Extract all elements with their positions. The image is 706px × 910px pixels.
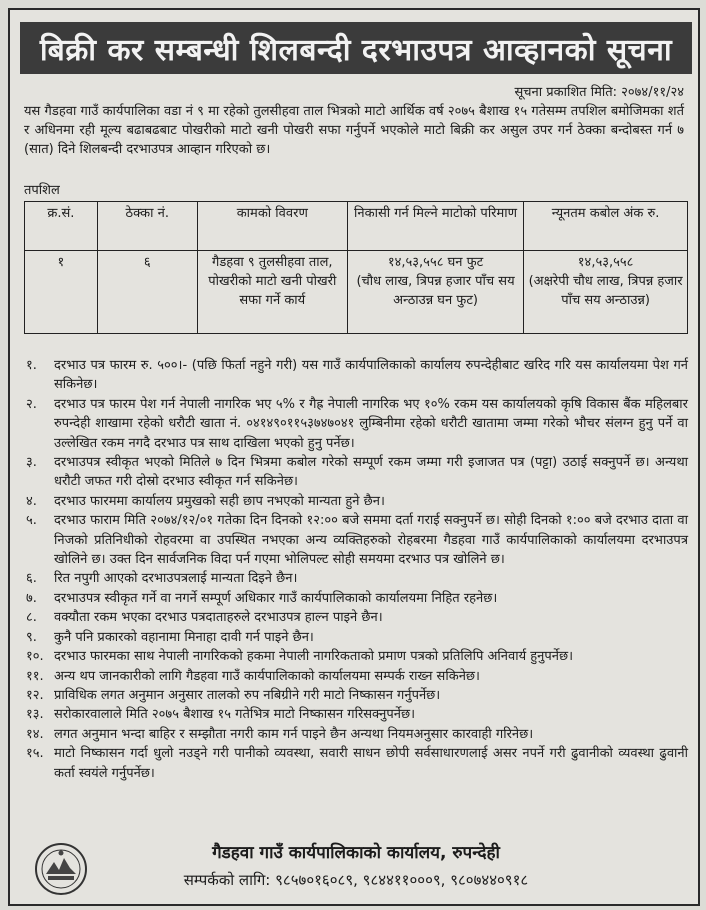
list-item (24, 569, 688, 588)
cell-contract-no: ६ (97, 251, 197, 334)
cell-description: गैडहवा ९ तुलसीहवा ताल, पोखरीको माटो खनी पोखरी सफा गर्ने कार्य (197, 251, 347, 334)
term-text: अन्य थप जानकारीको लागि गैडहवा गाउँ कार्यपालिकाको कार्यालयमा सम्पर्क राख्न सकिनेछ। (54, 668, 480, 684)
list-item (24, 395, 688, 453)
table-header-row (25, 202, 688, 251)
term-text: प्राविधिक लगत अनुमान अनुसार तालको रुप नबिग्रीने गरी माटो निष्कासन गर्नुपर्नेछ। (54, 687, 441, 703)
list-item (24, 511, 688, 569)
term-number: १०. (26, 649, 44, 665)
amount-words: (अक्षरेपी चौध लाख, त्रिपन्न हजार पाँच सय अन्ठाउन्न) (528, 274, 683, 308)
term-number: १. (26, 358, 37, 373)
term-text: रित नपुगी आएको दरभाउपत्रलाई मान्यता दिइने छैन। (54, 571, 298, 587)
amount-figure: १४,५३,५५८ (577, 255, 634, 270)
header-contract-no: ठेक्का नं. (97, 202, 197, 251)
term-number: १३. (26, 707, 44, 723)
term-text: दरभाउ फारमका साथ नेपाली नागरिकको हकमा नेपाली नागरिकताको प्रमाण पत्रको प्रतिलिपि अनिवार्य हुनुपर्नेछ। (54, 649, 574, 665)
term-number: ५. (26, 513, 37, 529)
term-number: ४. (26, 493, 37, 509)
header-description: कामको विवरण (197, 202, 347, 251)
cell-serial: १ (25, 251, 98, 334)
header-volume: निकासी गर्न मिल्ने माटोको परिमाण (347, 202, 523, 251)
term-text: दरभाउ फाराम मिति २०७४/१२/०१ गतेका दिन दिनको १२:०० बजे सममा दर्ता गराई सक्नुपर्ने छ। सोही दिनको १:०० बजे दरभाउ दाता वा निजको प्रतिनिधीको रोहवरमा वा उपस्थित नभएका अन्य व्यक्तिहरुको रोहबरमा गैडहवा गाउँ कार्यपालिकाको कार्यालयमा दरभाउपत्र खोलिने छ। उक्त दिन सार्वजनिक विदा पर्न गएमा भोलिपल्ट सोही समयमा दरभाउ पत्र खोलिने छ। (54, 513, 688, 568)
list-item (24, 628, 688, 647)
list-item (24, 686, 688, 705)
term-number: १२. (26, 687, 44, 703)
notice-page (8, 8, 700, 906)
list-item (24, 356, 688, 395)
cell-volume (347, 251, 523, 334)
details-table (24, 201, 688, 334)
volume-figure: १४,५३,५५८ घन फुट (387, 255, 484, 270)
published-date: सूचना प्रकाशित मिति: २०७४/११/२४ (514, 85, 684, 100)
cell-amount (524, 251, 688, 334)
term-number: ९. (26, 629, 37, 645)
section-label: तपशिल (24, 183, 60, 198)
list-item (24, 725, 688, 744)
term-text: सरोकारवालाले मिति २०७५ बैशाख १५ गतेभित्र माटो निष्कासन गरिसक्नुपर्नेछ। (54, 707, 416, 723)
term-text: दरभाउ पत्र फारम रु. ५००।- (पछि फिर्ता नहुने गरी) यस गाउँ कार्यपालिकाको कार्यालय रुपन्देहीबाट खरिद गरि यस कार्यालयमा पेश गर्न सकिनेछ। (54, 358, 688, 393)
list-item (24, 608, 688, 627)
volume-words: (चौध लाख, त्रिपन्न हजार पाँच सय अन्ठाउन्न घन फुट) (356, 274, 515, 308)
term-number: १५. (26, 746, 44, 762)
term-text: लगत अनुमान भन्दा बाहिर र सम्झौता नगरी काम गर्न पाइने छैन अन्यथा नियमअनुसार कारवाही गरिनेछ। (54, 726, 534, 742)
term-number: २. (26, 396, 37, 412)
term-number: ६. (26, 571, 37, 587)
table-row (25, 251, 688, 334)
terms-list (24, 356, 688, 783)
term-text: दरभाउ पत्र फारम पेश गर्न नेपाली नागरिक भए ५% र गैह्र नेपाली नागरिक भए १०% रकम यस कार्यालयको कृषि विकास बैंक महिलबार रुपन्देही शाखामा रहेको धरौटी खाता नं. ०४१४९०११५३७४७०४१ लुम्बिनीमा रहेको धरौटी खातामा जम्मा गरेको भौचर संलग्न हुनु पर्ने वा उल्लेखित रकम नगदै दरभाउ पत्र साथ दाखिला भएको हुनु पर्नेछ। (54, 396, 688, 451)
term-text: कुनै पनि प्रकारको वहानामा मिनाहा दावी गर्न पाइने छैन। (54, 629, 314, 645)
term-number: ३. (26, 455, 37, 471)
list-item (24, 705, 688, 724)
header-serial: क्र.सं. (25, 202, 98, 251)
term-text: दरभाउपत्र स्वीकृत गर्ने वा नगर्ने सम्पूर्ण अधिकार गाउँ कार्यपालिकाको कार्यालयमा निहित रहनेछ। (54, 590, 498, 606)
list-item (24, 453, 688, 492)
footer (20, 836, 692, 900)
term-text: माटो निष्कासन गर्दा धुलो नउड्ने गरी पानीको व्यवस्था, सवारी साधन छोपी सर्वसाधारणलाई असर नपर्ने गरी ढुवानीको व्यवस्था ढुवानी कर्ता स्वयंले गर्नुपर्नेछ। (54, 746, 688, 781)
term-number: ८. (26, 610, 37, 626)
term-text: वक्यौता रकम भएका दरभाउ पत्रदाताहरुले दरभाउपत्र हाल्न पाइने छैन। (54, 610, 383, 626)
header-amount: न्यूनतम कबोल अंक रु. (524, 202, 688, 251)
term-number: १४. (26, 726, 44, 742)
notice-title: बिक्री कर सम्बन्धी शिलबन्दी दरभाउपत्र आव्हानको सूचना (20, 22, 692, 74)
contact-numbers: सम्पर्कको लागि: ९८५७०१६०८९, ९८४४११०००९, ९८०७४४०९१८ (183, 871, 529, 889)
list-item (24, 647, 688, 666)
term-text: दरभाउपत्र स्वीकृत भएको मितिले ७ दिन भित्रमा कबोल गरेको सम्पूर्ण रकम जम्मा गरी इजाजत पत्र (पट्टा) उठाई सक्नुपर्ने छ। अन्यथा धरौटी जफत गरी दोस्रो दरभाउ स्वीकृत गर्न सकिनेछ। (54, 455, 688, 490)
list-item (24, 667, 688, 686)
list-item (24, 589, 688, 608)
term-number: ७. (26, 590, 37, 606)
office-name: गैडहवा गाउँ कार्यपालिकाको कार्यालय, रुपन्देही (212, 843, 500, 863)
term-number: ११. (26, 668, 44, 684)
term-text: दरभाउ फारममा कार्यालय प्रमुखको सही छाप नभएको मान्यता हुने छैन। (54, 493, 385, 509)
intro-paragraph: यस गैडहवा गाउँ कार्यपालिका वडा नं ९ मा रहेको तुलसीहवा ताल भित्रको माटो आर्थिक वर्ष २०७५ बैशाख १५ गतेसम्म तपशिल बमोजिमका शर्त र अधिनमा रही मूल्य बढाबढबाट पोखरीको माटो खनी पोखरी सफा गर्नुपर्ने भएकोले माटो बिक्री कर असुल उपर गर्न ठेक्का बन्दोबस्त गर्न ७ (सात) दिने शिलबन्दी दरभाउपत्र आव्हान गरिएको छ। (24, 104, 684, 157)
list-item (24, 492, 688, 511)
list-item (24, 744, 688, 783)
